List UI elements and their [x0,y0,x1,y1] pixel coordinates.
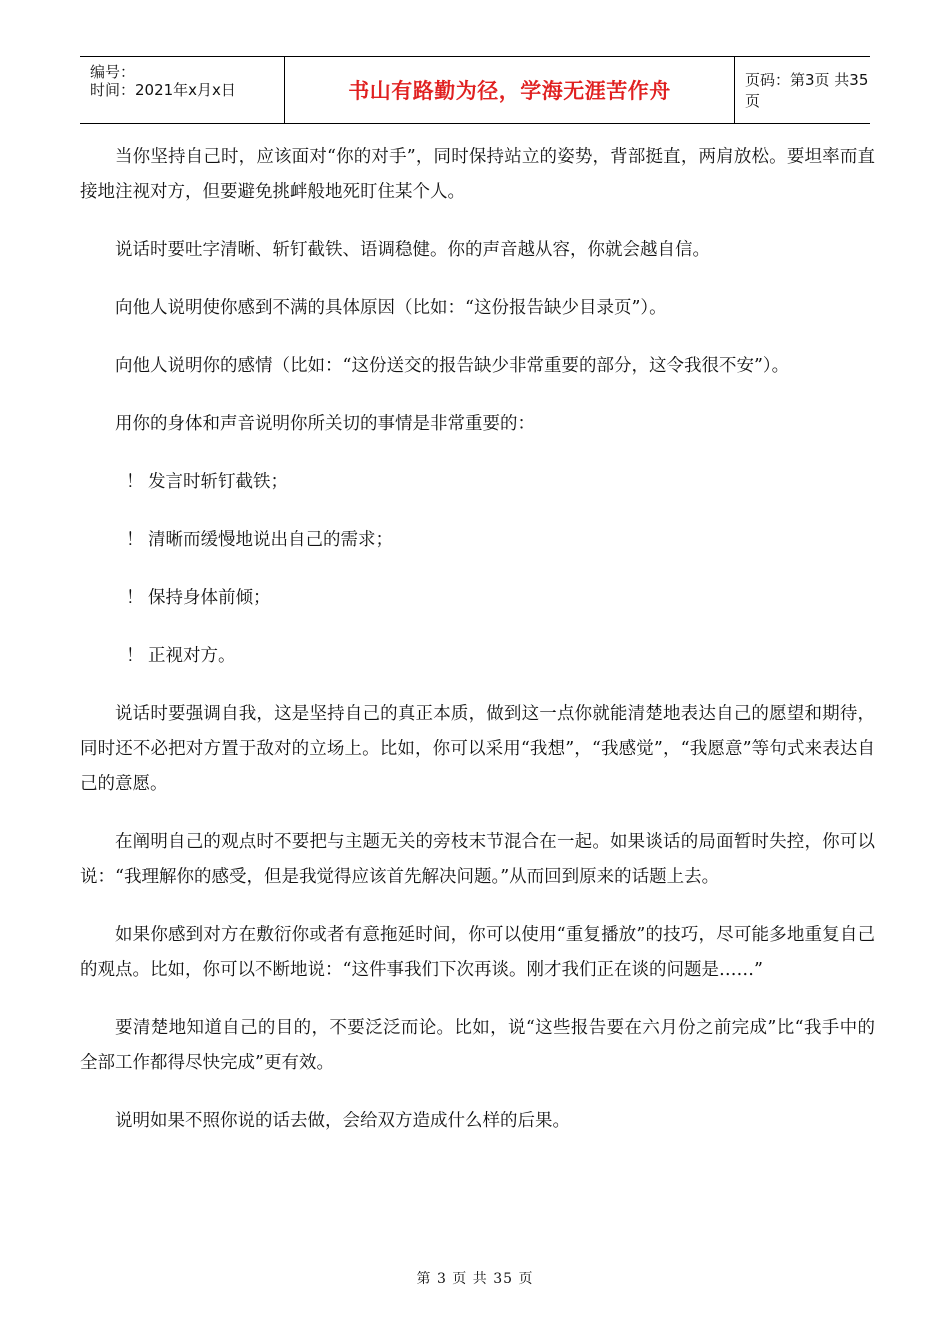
bullet-text: 发言时斩钉截铁； [148,472,288,492]
exclamation-bullet-icon: ！ [126,588,144,608]
exclamation-bullet-icon: ！ [126,530,144,550]
document-body [80,140,875,1162]
bullet-item [80,581,875,616]
document-time-label: 时间：2021年x月x日 [90,81,236,99]
exclamation-bullet-icon: ！ [126,472,144,492]
header-page-info: 页码：第3页 共35页 [745,71,869,110]
paragraph: 说话时要吐字清晰、斩钉截铁、语调稳健。你的声音越从容，你就会越自信。 [115,240,710,260]
paragraph: 要清楚地知道自己的目的，不要泛泛而论。比如，说“这些报告要在六月份之前完成”比“我手中的全部工作都得尽快完成”更有效。 [80,1018,875,1073]
document-number-label: 编号： [90,63,136,81]
paragraph: 向他人说明使你感到不满的具体原因（比如：“这份报告缺少目录页”）。 [115,298,667,318]
bullet-item [80,465,875,500]
paragraph: 在阐明自己的观点时不要把与主题无关的旁枝末节混合在一起。如果谈话的局面暂时失控，你可以说：“我理解你的感受，但是我觉得应该首先解决问题。”从而回到原来的话题上去。 [80,832,875,887]
paragraph: 说话时要强调自我，这是坚持自己的真正本质，做到这一点你就能清楚地表达自己的愿望和期待，同时还不必把对方置于敌对的立场上。比如，你可以采用“我想”，“我感觉”，“我愿意”等句式来表达自己的意愿。 [80,704,875,794]
paragraph: 如果你感到对方在敷衍你或者有意拖延时间，你可以使用“重复播放”的技巧，尽可能多地重复自己的观点。比如，你可以不断地说：“这件事我们下次再谈。刚才我们正在谈的问题是……” [80,925,875,980]
paragraph: 用你的身体和声音说明你所关切的事情是非常重要的： [115,414,535,434]
bullet-text: 清晰而缓慢地说出自己的需求； [148,530,393,550]
paragraph: 向他人说明你的感情（比如：“这份送交的报告缺少非常重要的部分，这令我很不安”）。 [115,356,790,376]
exclamation-bullet-icon: ！ [126,646,144,666]
page-header [80,56,870,124]
bullet-text: 保持身体前倾； [148,588,271,608]
paragraph: 当你坚持自己时，应该面对“你的对手”，同时保持站立的姿势，背部挺直，两肩放松。要坦率而直接地注视对方，但要避免挑衅般地死盯住某个人。 [80,147,875,202]
header-meta [80,57,285,123]
bullet-item [80,639,875,674]
paragraph: 说明如果不照你说的话去做，会给双方造成什么样的后果。 [115,1111,570,1131]
bullet-text: 正视对方。 [148,646,236,666]
header-motto: 书山有路勤为径，学海无涯苦作舟 [285,57,735,123]
page-footer: 第 3 页 共 35 页 [416,1271,534,1287]
bullet-item [80,523,875,558]
